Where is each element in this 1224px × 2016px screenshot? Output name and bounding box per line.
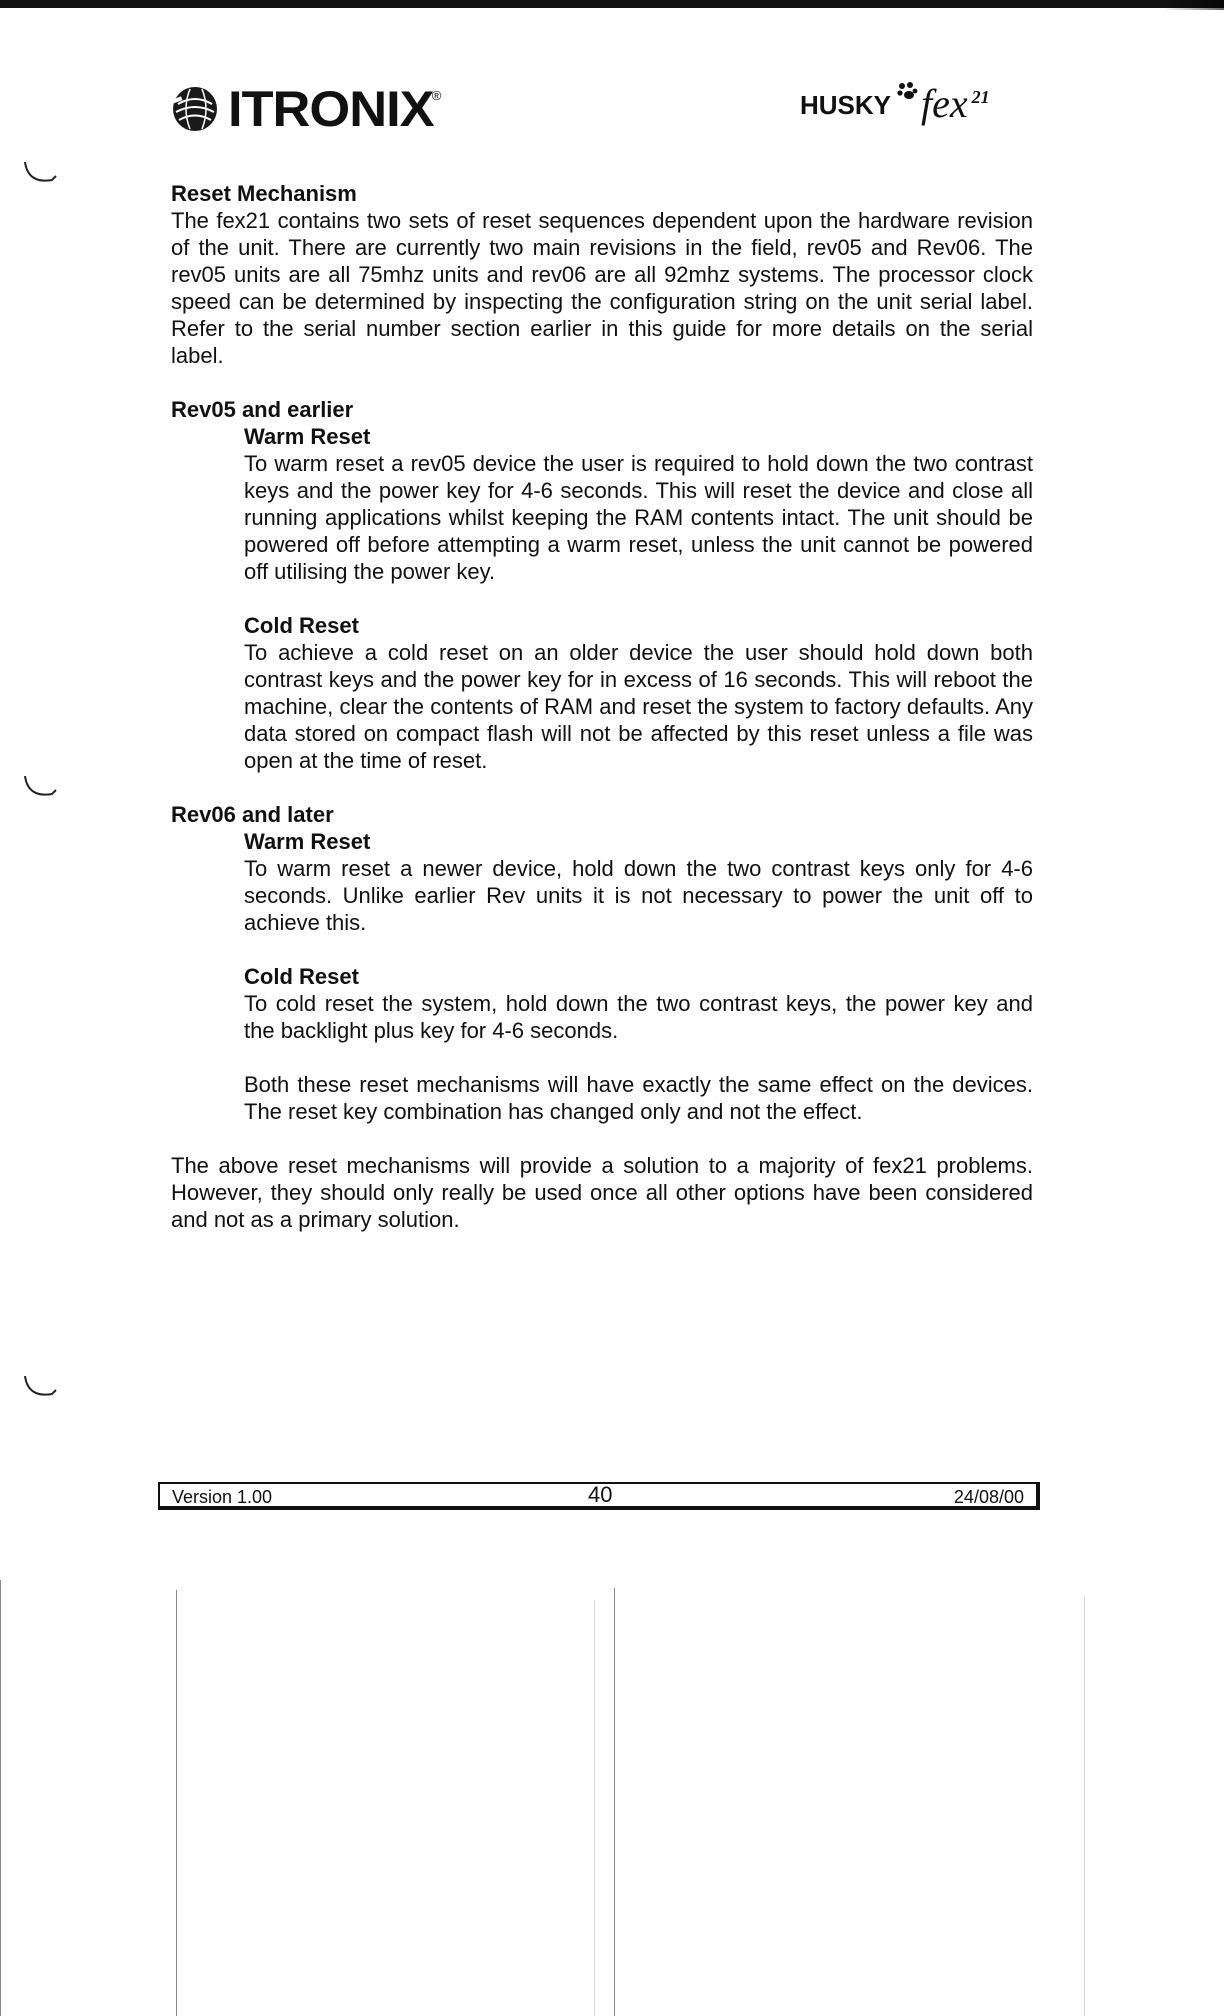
scan-artifact-line xyxy=(614,1588,615,2016)
document-body xyxy=(171,180,1033,1233)
fex-logo-number: 21 xyxy=(971,87,990,107)
punch-hole-mark xyxy=(22,158,58,194)
scan-artifact-line xyxy=(594,1600,595,2016)
punch-hole-mark xyxy=(22,772,58,808)
page-footer xyxy=(158,1482,1040,1510)
scan-artifact-line xyxy=(1084,1596,1085,2016)
globe-icon xyxy=(170,84,220,134)
scan-artifact-line xyxy=(176,1590,177,2016)
itronix-logo xyxy=(170,81,442,137)
rev06-cold-reset-text: To cold reset the system, hold down the two contrast keys, the power key and the backlight plus key for 4-6 seconds. xyxy=(244,991,1033,1043)
footer-version: Version 1.00 xyxy=(172,1487,273,1507)
rev05-warm-reset-heading: Warm Reset xyxy=(244,424,371,449)
fex-logo-text: fex xyxy=(921,81,968,126)
rev06-warm-reset-text: To warm reset a newer device, hold down the two contrast keys only for 4-6 seconds. Unlike earlier Rev units it is not necessary to power the unit off to achieve this. xyxy=(244,856,1033,935)
closing-paragraph: The above reset mechanisms will provide a solution to a majority of fex21 problems. However, they should only really be used once all other options have been considered and not as a primary solution. xyxy=(171,1153,1033,1232)
rev06-cold-reset-heading: Cold Reset xyxy=(244,964,359,989)
paw-icon xyxy=(895,80,919,104)
scan-artifact-line xyxy=(0,1580,1,2016)
top-border-rule xyxy=(0,0,1224,8)
footer-date: 24/08/00 xyxy=(953,1487,1024,1507)
footer-page-number: 40 xyxy=(588,1482,613,1507)
itronix-logo-text: ITRONIX xyxy=(228,81,434,137)
rev05-cold-reset-heading: Cold Reset xyxy=(244,613,359,638)
intro-paragraph: The fex21 contains two sets of reset sequences dependent upon the hardware revision of the unit. There are currently two main revisions in the field, rev05 and Rev06. The rev05 units are all 75mhz units and rev06 are all 92mhz systems. The processor clock speed can be determined by inspecting the configuration string on the unit serial label. Refer to the serial number section earlier in this guide for more details on the serial label. xyxy=(171,208,1033,368)
registered-mark: ® xyxy=(431,88,442,103)
rev05-cold-reset-text: To achieve a cold reset on an older device the user should hold down both contrast keys and the power key for in excess of 16 seconds. This will reboot the machine, clear the contents of RAM and reset the system to factory defaults. Any data stored on compact flash will not be affected by this reset unless a file was open at the time of reset. xyxy=(244,640,1033,773)
rev05-warm-reset-text: To warm reset a rev05 device the user is required to hold down the two contrast keys and the power key for 4-6 seconds. This will reset the device and close all running applications whilst keeping the RAM contents intact. The unit should be powered off before attempting a warm reset, unless the unit cannot be powered off utilising the power key. xyxy=(244,451,1033,584)
rev05-block xyxy=(244,423,1033,774)
scan-edge-shadow xyxy=(1164,0,1224,10)
rev06-warm-reset-heading: Warm Reset xyxy=(244,829,371,854)
section-heading-rev05: Rev05 and earlier xyxy=(171,397,354,422)
section-heading-rev06: Rev06 and later xyxy=(171,802,334,827)
rev06-both-mechanisms-text: Both these reset mechanisms will have exactly the same effect on the devices. The reset key combination has changed only and not the effect. xyxy=(244,1072,1033,1124)
rev06-block xyxy=(244,828,1033,1125)
section-heading-reset-mechanism: Reset Mechanism xyxy=(171,181,357,206)
husky-fex21-logo xyxy=(800,80,990,124)
husky-logo-text: HUSKY xyxy=(800,90,892,120)
punch-hole-mark xyxy=(22,1372,58,1408)
